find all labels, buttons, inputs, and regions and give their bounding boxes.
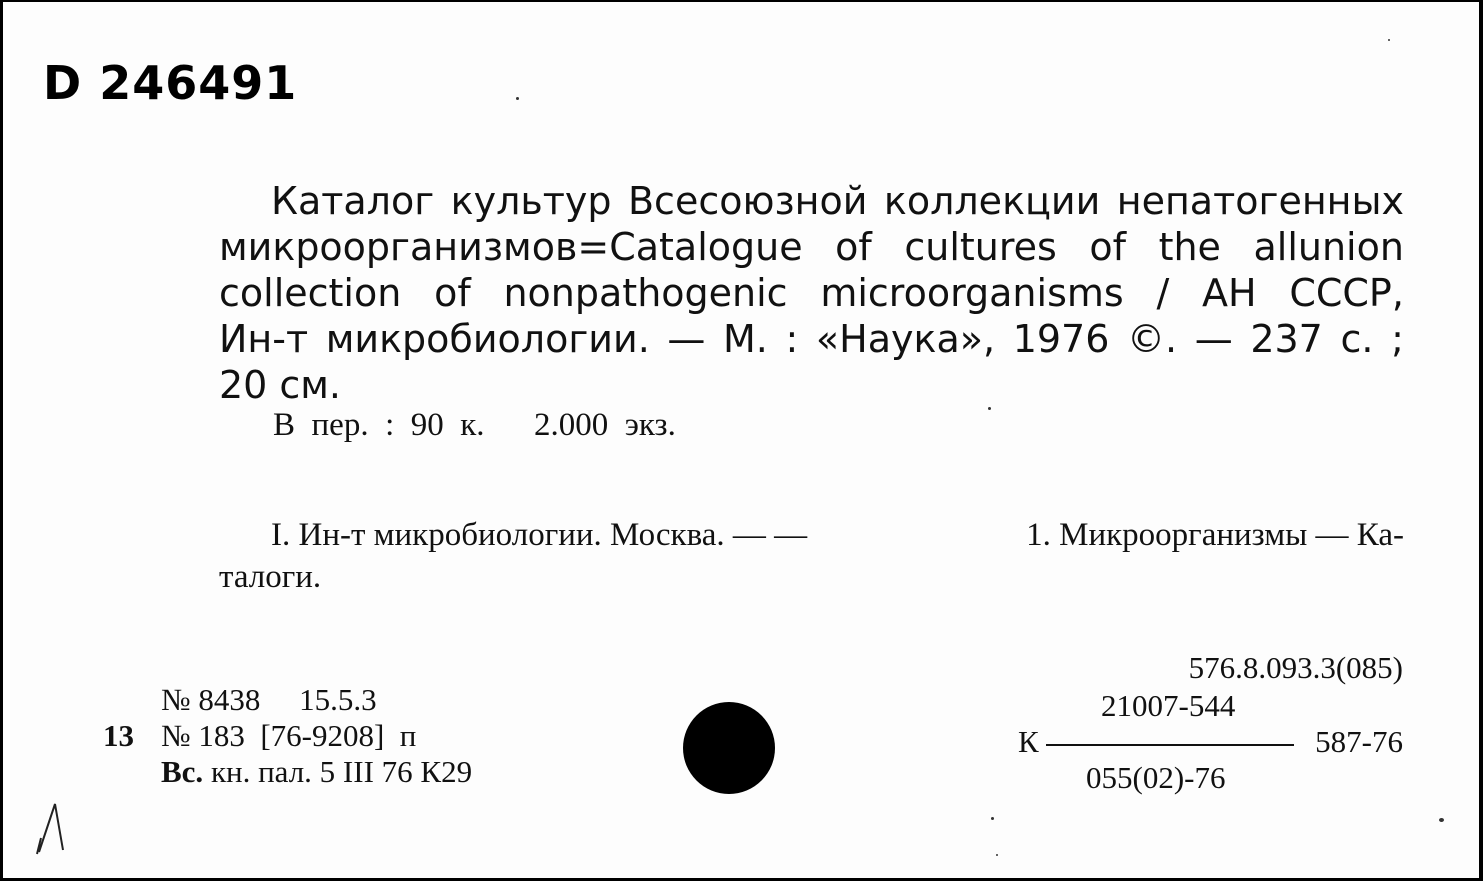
description-word: см. (279, 363, 341, 407)
description-word: of (835, 225, 872, 269)
inventory-number: D 246491 (43, 56, 298, 110)
description-word: of (434, 271, 471, 315)
speck (991, 817, 994, 820)
speck (516, 97, 519, 100)
description-word: СССР, (1289, 271, 1404, 315)
description-word: «Наука», (815, 317, 996, 361)
order-code: № 183 [76-9208] п (161, 718, 417, 753)
description-word: 20 (219, 363, 268, 407)
udc-index: 576.8.093.3(085) (1188, 650, 1403, 685)
description-word: the (1158, 225, 1221, 269)
order-chamber-record: кн. пал. 5 III 76 К29 (203, 754, 473, 789)
description-word: microorganisms (820, 271, 1124, 315)
description-word: — (667, 317, 706, 361)
description-word: Всесоюзной (627, 179, 868, 223)
description-word: nonpathogenic (503, 271, 788, 315)
description-line-3 (219, 270, 1404, 316)
subject-topic-continuation: талоги. (219, 559, 322, 595)
speck (988, 407, 991, 410)
description-word: М. (723, 317, 768, 361)
order-series-label: Вс. (161, 754, 204, 789)
order-row-3 (103, 754, 472, 790)
subject-topic-entry: 1. Микроорганизмы — Ка- (1026, 517, 1404, 553)
subject-line-1 (219, 514, 1404, 556)
price-and-print-run: В пер. : 90 к. 2.000 экз. (273, 407, 676, 443)
description-word: микробиологии. (325, 317, 650, 361)
subject-headings (219, 514, 1404, 598)
description-word: непатогенных (1116, 179, 1404, 223)
bibliographic-description (219, 178, 1404, 408)
description-word: АН (1202, 271, 1257, 315)
description-word: / (1156, 271, 1170, 315)
description-word: allunion (1253, 225, 1404, 269)
code-right: 587-76 (1315, 724, 1403, 759)
description-word: коллекции (883, 179, 1101, 223)
description-word: of (1089, 225, 1127, 269)
description-word: cultures (904, 225, 1057, 269)
handwritten-mark-icon (33, 798, 83, 858)
speck (1388, 39, 1390, 41)
k-letter: К (1018, 724, 1039, 759)
description-word: 1976 (1012, 317, 1110, 361)
subject-author-entry: I. Ин-т микробиологии. Москва. — — (271, 517, 808, 553)
code-bottom: 055(02)-76 (1086, 760, 1226, 795)
classification-block (1018, 650, 1403, 800)
description-word: ; (1391, 317, 1404, 361)
description-line-1 (219, 178, 1404, 224)
description-word: микроорганизмов=Catalogue (219, 225, 803, 269)
description-word: collection (219, 271, 402, 315)
speck (996, 854, 998, 856)
order-prefix: 13 (103, 718, 134, 753)
order-info (103, 682, 472, 790)
description-word: культур (450, 179, 612, 223)
description-word: 237 (1250, 317, 1323, 361)
description-word: Каталог (271, 179, 435, 223)
description-word: : (785, 317, 799, 361)
punch-hole-dot (683, 702, 775, 794)
description-word: ©. (1127, 317, 1178, 361)
fraction-line (1046, 744, 1294, 746)
order-row-1 (103, 682, 472, 718)
description-word: — (1194, 317, 1233, 361)
description-line-2 (219, 224, 1404, 270)
description-word: Ин-т (219, 317, 309, 361)
order-row-2 (103, 718, 472, 754)
code-top: 21007-544 (1101, 688, 1236, 723)
description-word: с. (1340, 317, 1374, 361)
speck (1439, 818, 1444, 822)
description-line-4 (219, 316, 1404, 362)
description-line-5 (219, 362, 1404, 408)
order-number: № 8438 15.5.3 (161, 682, 377, 717)
subject-line-2 (219, 556, 1404, 598)
